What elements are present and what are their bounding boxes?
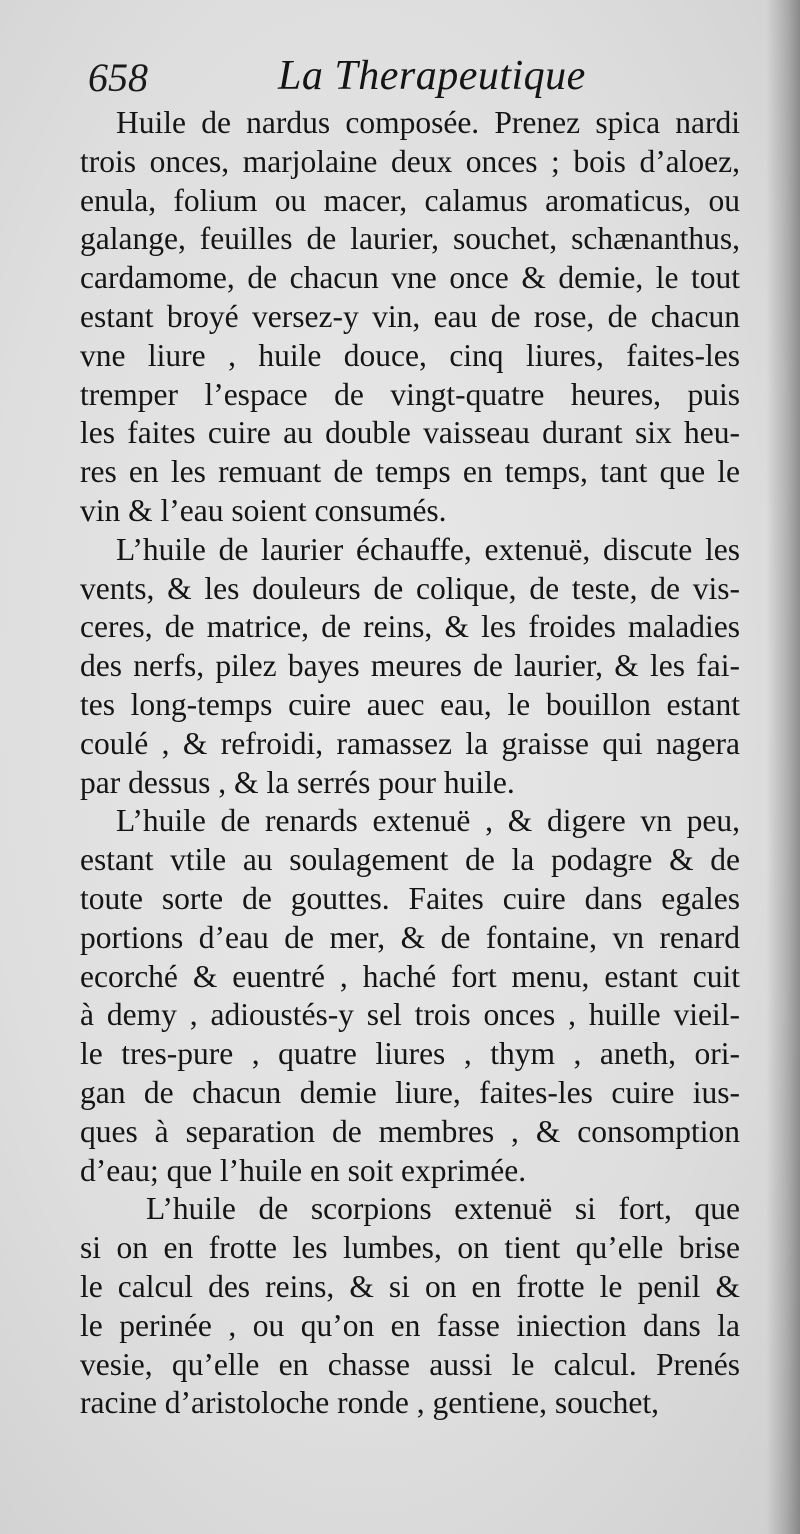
body-text bbox=[80, 104, 740, 1423]
text-line: trois onces, marjolaine deux onces ; bois d’aloez, bbox=[80, 143, 740, 179]
running-title: La Therapeutique bbox=[278, 53, 586, 99]
text-line: vne liure , huile douce, cinq liures, faites-les bbox=[80, 337, 740, 373]
paragraph bbox=[80, 104, 740, 531]
text-line: L’huile de laurier échauffe, extenuë, discute les bbox=[116, 531, 740, 567]
text-line: vin & l’eau soient consumés. bbox=[80, 492, 447, 528]
page-gutter-shadow bbox=[766, 0, 800, 1534]
text-line: galange, feuilles de laurier, souchet, schænanthus, bbox=[80, 221, 740, 257]
text-line: Huile de nardus composée. Prenez spica nardi bbox=[116, 105, 740, 140]
text-line: le tres-pure , quatre liures , thym , aneth, ori- bbox=[80, 1036, 740, 1072]
text-line: par dessus , & la serrés pour huile. bbox=[80, 764, 515, 800]
text-line: le calcul des reins, & si on en frotte le penil & bbox=[80, 1268, 740, 1304]
text-line: ques à separation de membres , & consomption bbox=[80, 1113, 740, 1149]
paragraph bbox=[80, 531, 740, 803]
text-line: racine d’aristoloche ronde , gentiene, souchet, bbox=[80, 1385, 660, 1421]
text-line: enula, folium ou macer, calamus aromaticus, ou bbox=[80, 182, 740, 218]
text-line: portions d’eau de mer, & de fontaine, vn renard bbox=[80, 919, 740, 955]
page-header bbox=[88, 48, 728, 108]
text-line: cardamome, de chacun vne once & demie, le tout bbox=[80, 260, 740, 296]
text-line: d’eau; que l’huile en soit exprimée. bbox=[80, 1152, 527, 1188]
text-line: le perinée , ou qu’on en fasse iniection dans la bbox=[80, 1307, 740, 1343]
paragraph bbox=[80, 1190, 740, 1423]
text-line: tes long-temps cuire auec eau, le bouillon estant bbox=[80, 686, 740, 722]
text-line: estant vtile au soulagement de la podagre & de bbox=[80, 842, 740, 878]
text-line: des nerfs, pilez bayes meures de laurier, & les fai- bbox=[80, 648, 740, 684]
text-line: L’huile de scorpions extenuë si fort, que bbox=[146, 1191, 740, 1227]
text-line: gan de chacun demie liure, faites-les cuire ius- bbox=[80, 1074, 740, 1110]
text-line: vesie, qu’elle en chasse aussi le calcul. Prenés bbox=[80, 1346, 740, 1382]
text-line: à demy , adioustés-y sel trois onces , huille vieil- bbox=[80, 997, 740, 1033]
text-line: coulé , & refroidi, ramassez la graisse qui nagera bbox=[80, 725, 740, 761]
text-line: tremper l’espace de vingt-quatre heures, puis bbox=[80, 376, 740, 412]
text-line: les faites cuire au double vaisseau durant six heu- bbox=[80, 415, 740, 451]
text-line: ceres, de matrice, de reins, & les froides maladies bbox=[80, 609, 740, 645]
text-line: estant broyé versez-y vin, eau de rose, de chacun bbox=[80, 298, 740, 334]
text-line: res en les remuant de temps en temps, tant que le bbox=[80, 454, 740, 490]
text-line: si on en frotte les lumbes, on tient qu’elle brise bbox=[80, 1230, 740, 1266]
text-line: vents, & les douleurs de colique, de teste, de vis- bbox=[80, 570, 740, 606]
text-line: toute sorte de gouttes. Faites cuire dans egales bbox=[80, 880, 740, 916]
text-line: ecorché & euentré , haché fort menu, estant cuit bbox=[80, 958, 740, 994]
text-line: L’huile de renards extenuë , & digere vn peu, bbox=[116, 803, 740, 839]
paragraph bbox=[80, 802, 740, 1190]
page-number: 658 bbox=[88, 55, 148, 100]
